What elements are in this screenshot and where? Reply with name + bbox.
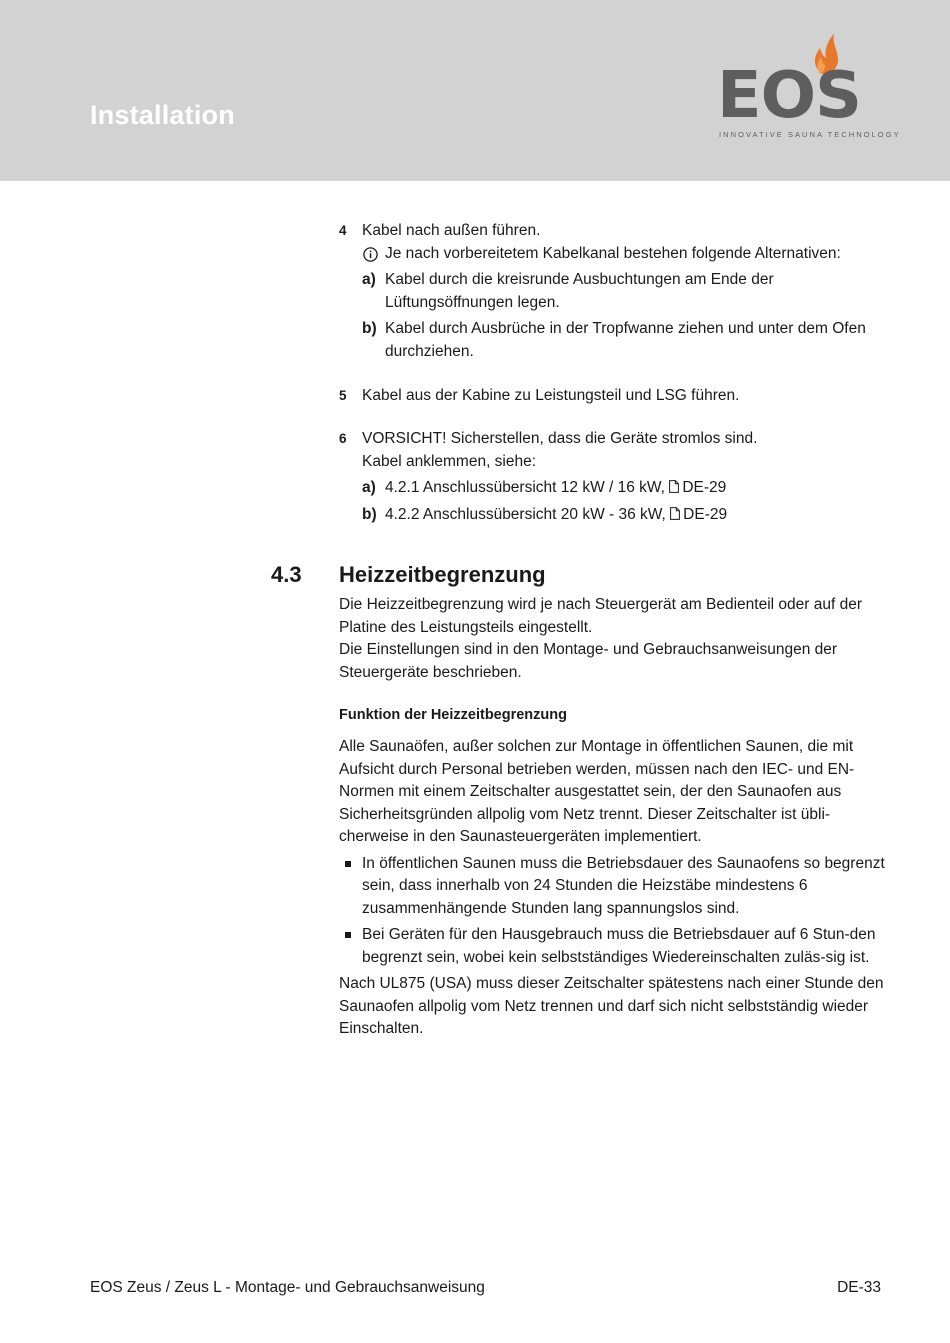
sub-text: Kabel durch Ausbrüche in der Tropfwanne ziehen und unter dem Ofen durchziehen. — [385, 320, 866, 360]
subheading: Funktion der Heizzeitbegrenzung — [339, 707, 567, 723]
sub-label: a) — [362, 479, 376, 496]
step-text-2: Kabel anklemmen, siehe: — [362, 452, 537, 470]
bullet-text: Bei Geräten für den Hausgebrauch muss die Betriebsdauer auf 6 Stun-den begrenzt sein, wobei kein selbstständiges Wiedereinschalten zuläs-sig ist. — [362, 926, 876, 966]
sub-text: Kabel durch die kreisrunde Ausbuchtungen am Ende der Lüftungsöffnungen legen. — [385, 271, 774, 311]
page-title: Installation — [90, 100, 235, 130]
sub-label: a) — [362, 271, 376, 288]
section-intro — [339, 594, 887, 684]
step-6 — [339, 428, 899, 526]
step-number: 6 — [339, 431, 347, 446]
sub-item — [362, 269, 899, 314]
step-5 — [339, 385, 899, 408]
logo-tagline: INNOVATIVE SAUNA TECHNOLOGY — [719, 130, 901, 139]
footer-doc-title: EOS Zeus / Zeus L - Montage- und Gebrauchsanweisung — [90, 1279, 485, 1296]
sub-item — [362, 318, 899, 363]
step-text: Kabel aus der Kabine zu Leistungsteil und LSG führen. — [362, 387, 740, 404]
eos-logo — [715, 32, 901, 142]
bullet-item — [339, 924, 887, 969]
cross-reference-link[interactable] — [385, 506, 727, 523]
bullet-item — [339, 853, 887, 921]
sub-label: b) — [362, 505, 377, 523]
intro-paragraph: Die Heizzeitbegrenzung wird je nach Steuergerät am Bedienteil oder auf der Platine des Leistungsteils eingestellt. — [339, 596, 862, 636]
page-ref: DE-29 — [683, 505, 728, 523]
page-icon — [670, 507, 680, 520]
step-text: VORSICHT! Sicherstellen, dass die Geräte stromlos sind. — [362, 430, 758, 447]
sub-text: 4.2.2 Anschlussübersicht 20 kW - 36 kW, — [385, 505, 666, 523]
step-number: 4 — [339, 223, 347, 238]
bullet-text: In öffentlichen Saunen muss die Betriebsdauer des Saunaofens so begrenzt sein, dass innerhalb von 24 Stunden die Heizstäbe mindestens 6 zusammenhängende Stunden lang spannungslos sind. — [362, 854, 885, 917]
cross-reference-link[interactable] — [385, 479, 726, 496]
logo-wordmark: EOS — [717, 59, 862, 133]
sub-label: b) — [362, 320, 377, 337]
step-4 — [339, 220, 899, 363]
step-number: 5 — [339, 388, 347, 403]
info-text: Je nach vorbereitetem Kabelkanal bestehen folgende Alternativen: — [385, 244, 841, 262]
step-text: Kabel nach außen führen. — [362, 222, 541, 239]
intro-paragraph-2: Die Einstellungen sind in den Montage- und Gebrauchsanweisungen der Steuergeräte beschrieben. — [339, 641, 838, 681]
page-icon — [669, 480, 679, 493]
sub-item — [362, 477, 899, 500]
section-number: 4.3 — [271, 562, 302, 587]
closing-paragraph: Nach UL875 (USA) muss dieser Zeitschalter spätestens nach einer Stunde den Saunaofen allpolig vom Netz trennen und darf sich nicht selbstständig wieder Einschalten. — [339, 975, 884, 1037]
page-number: DE-33 — [837, 1279, 881, 1296]
bullet-square-icon — [345, 932, 351, 938]
sub-item — [362, 504, 899, 527]
body-paragraph: Alle Saunaöfen, außer solchen zur Montage in öffentlichen Saunen, die mit Aufsicht durch Personal betrieben werden, müssen nach den IEC- und EN-Normen mit einem Zeitschalter ausgestattet sein, der den Saunaofen aus Sicherheitsgründen allpolig vom Netz trennt. Dieser Zeitschalter ist übli-cherweise in den Saunasteuergeräten implementiert. — [339, 738, 855, 845]
info-icon — [363, 247, 378, 262]
bullet-square-icon — [345, 861, 351, 867]
section-title: Heizzeitbegrenzung — [339, 562, 546, 587]
sub-text: 4.2.1 Anschlussübersicht 12 kW / 16 kW, — [385, 479, 665, 496]
header-band — [0, 0, 950, 181]
info-note — [362, 243, 899, 266]
page-ref: DE-29 — [682, 479, 727, 496]
function-body — [339, 736, 887, 1041]
